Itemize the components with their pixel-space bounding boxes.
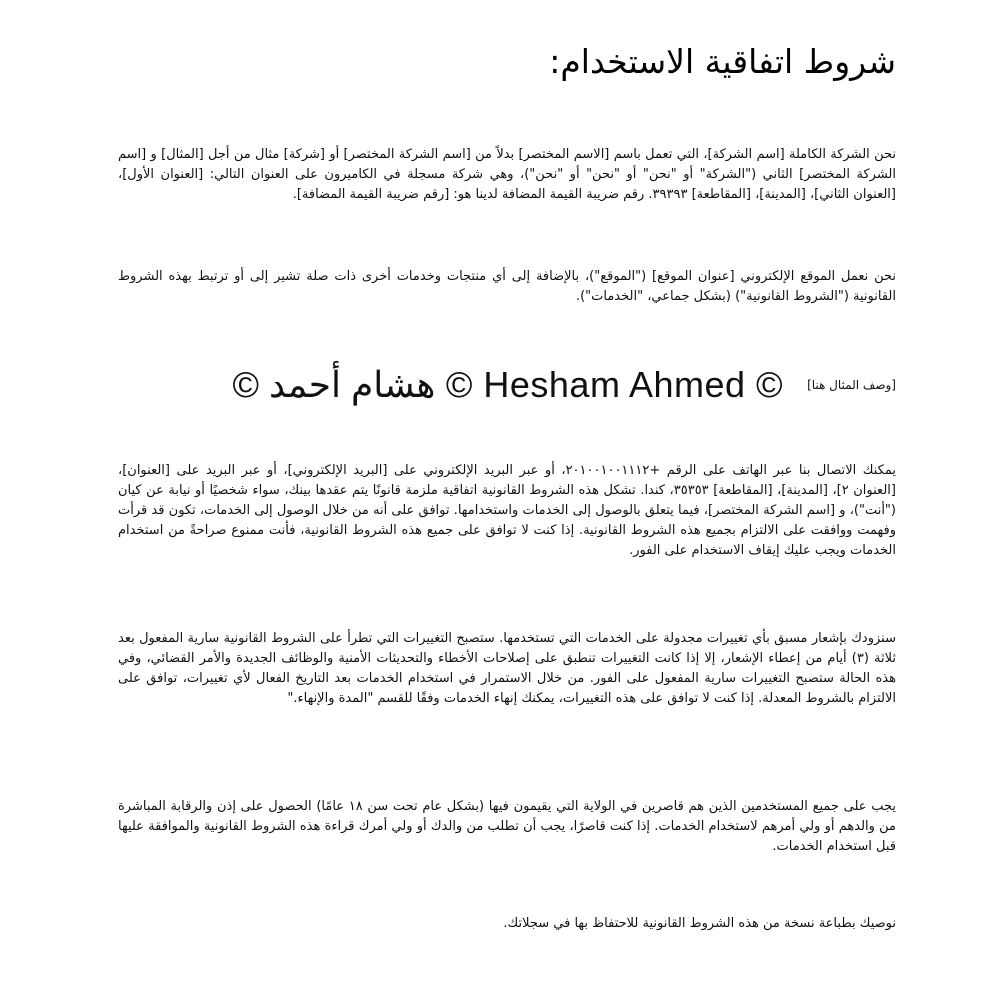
print-recommendation-paragraph: نوصيك بطباعة نسخة من هذه الشروط القانونية للاحتفاظ بها في سجلاتك.: [503, 916, 896, 931]
website-services-paragraph: نحن نعمل الموقع الإلكتروني [عنوان الموقع] ("الموقع")، بالإضافة إلى أي منتجات وخدمات أخرى ذات صلة تشير إلى أو ترتبط بهذه الشروط القانونية ("الشروط القانونية") (بشكل جماعي، "الخدمات").: [118, 269, 896, 304]
example-row: [116, 360, 896, 410]
minors-paragraph: يجب على جميع المستخدمين الذين هم قاصرين في الولاية التي يقيمون فيها (بشكل عام تحت سن ١٨ عامًا) الحصول على إذن والرقابة المباشرة من والدهم أو ولي أمرهم لاستخدام الخدمات. إذا كنت قاصرًا، يجب أن تطلب من والدك أو ولي أمرك قراءة هذه الشروط القانونية والموافقة عليها قبل استخدام الخدمات.: [118, 799, 897, 854]
changes-notice-paragraph: سنزودك بإشعار مسبق بأي تغييرات مجدولة على الخدمات التي تستخدمها. ستصبح التغييرات التي تطرأ على الشروط القانونية سارية المفعول بعد ثلاثة (٣) أيام من إعطاء الإشعار، إلا إذا كانت التغييرات تنطبق على إصلاحات الأخطاء والتحديثات الأمنية والوظائف الجديدة والأمر القضائي، وفي هذه الحالة ستصبح التغييرات سارية المفعول على الفور. من خلال الاستمرار في استخدام الخدمات بعد التاريخ الفعال لأي تغييرات، توافق على الالتزام بالشروط المعدلة. إذا كنت لا توافق على هذه التغييرات، يمكنك إنهاء الخدمات وفقًا للقسم "المدة والإنهاء.": [118, 631, 896, 706]
page-title: شروط اتفاقية الاستخدام:: [549, 42, 896, 81]
company-info-paragraph: نحن الشركة الكاملة [اسم الشركة]، التي تعمل باسم [الاسم المختصر] بدلاً من [اسم الشركة المختصر] أو [شركة] مثال من أجل [المثال] و [اسم الشركة المختصر] الثاني ("الشركة" أو "نحن" أو "نحن" أو "نحن")، وهي شركة مسجلة في الكاميرون على العنوان التالي: [العنوان الأول]، [العنوان الثاني]، [المدينة]، [المقاطعة] ٣٩٣٩٣. رقم ضريبة القيمة المضافة لدينا هو: [رقم ضريبة القيمة المضافة].: [118, 147, 896, 202]
copyright-watermark: © Hesham Ahmed © هشام أحمد ©: [232, 364, 784, 405]
example-description: [وصف المثال هنا]: [807, 378, 896, 392]
contact-agreement-paragraph: يمكنك الاتصال بنا عبر الهاتف على الرقم +٢٠١٠٠١٠٠١١١٢، أو عبر البريد الإلكتروني على [البريد الإلكتروني]، أو عبر البريد على [العنوان]، [العنوان ٢]، [المدينة]، [المقاطعة] ٣٥٣٥٣، كندا. تشكل هذه الشروط القانونية اتفاقية ملزمة قانونًا يتم عقدها بينك، سواء شخصيًا أو نيابة عن كيان ("أنت")، و [اسم الشركة المختصر]، فيما يتعلق بالوصول إلى الخدمات واستخدامها. توافق على أنه من خلال الوصول إلى الخدمات، تكون قد قرأت وفهمت ووافقت على الالتزام بجميع هذه الشروط القانونية. إذا كنت لا توافق على جميع هذه الشروط القانونية، فأنت ممنوع صراحةً من استخدام الخدمات ويجب عليك إيقاف الاستخدام على الفور.: [118, 463, 896, 558]
